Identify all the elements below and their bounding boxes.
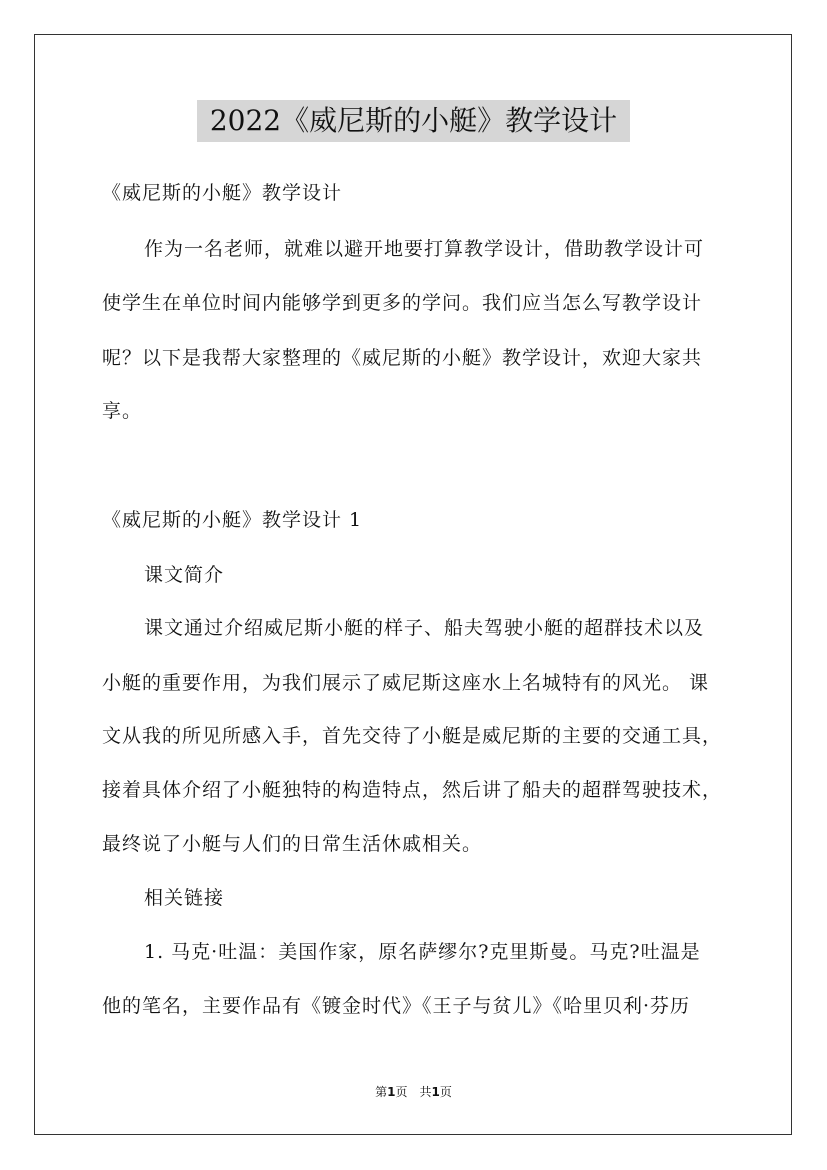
intro-line-3: 呢？以下是我帮大家整理的《威尼斯的小艇》教学设计，欢迎大家共 (102, 347, 703, 369)
paragraph-line-3: 文从我的所见所感入手，首先交待了小艇是威尼斯的主要的交通工具， (102, 725, 723, 747)
section-heading: 《威尼斯的小艇》教学设计 1 (102, 509, 363, 531)
footer-page-mid: 页 共 (395, 1085, 432, 1099)
footer-page-total: 1 (431, 1085, 440, 1099)
document-subtitle: 《威尼斯的小艇》教学设计 (102, 182, 343, 204)
intro-line-1: 作为一名老师，就难以避开地要打算教学设计，借助教学设计可 (144, 238, 705, 260)
page-footer (0, 1083, 827, 1101)
paragraph-line-5: 最终说了小艇与人们的日常生活休戚相关。 (102, 833, 483, 855)
intro-line-2: 使学生在单位时间内能够学到更多的学问。我们应当怎么写教学设计 (102, 292, 703, 314)
document-title: 2022《威尼斯的小艇》教学设计 (197, 100, 630, 142)
paragraph-line-2: 小艇的重要作用，为我们展示了威尼斯这座水上名城特有的风光。 课 (102, 672, 710, 694)
section-label-links: 相关链接 (144, 887, 225, 909)
paragraph-line-1: 课文通过介绍威尼斯小艇的样子、船夫驾驶小艇的超群技术以及 (144, 617, 705, 639)
footer-page-current: 1 (387, 1085, 396, 1099)
footer-page-suffix: 页 (439, 1085, 452, 1099)
paragraph-line-4: 接着具体介绍了小艇独特的构造特点，然后讲了船夫的超群驾驶技术， (102, 779, 723, 801)
links-line-2: 他的笔名，主要作品有《镀金时代》《王子与贫儿》《哈里贝利·芬历 (102, 995, 691, 1017)
section-label-intro: 课文简介 (144, 564, 225, 586)
links-line-1: 1. 马克·吐温：美国作家，原名萨缪尔?克里斯曼。马克?吐温是 (144, 941, 701, 963)
intro-line-4: 享。 (102, 400, 143, 422)
footer-page-prefix: 第 (375, 1085, 388, 1099)
